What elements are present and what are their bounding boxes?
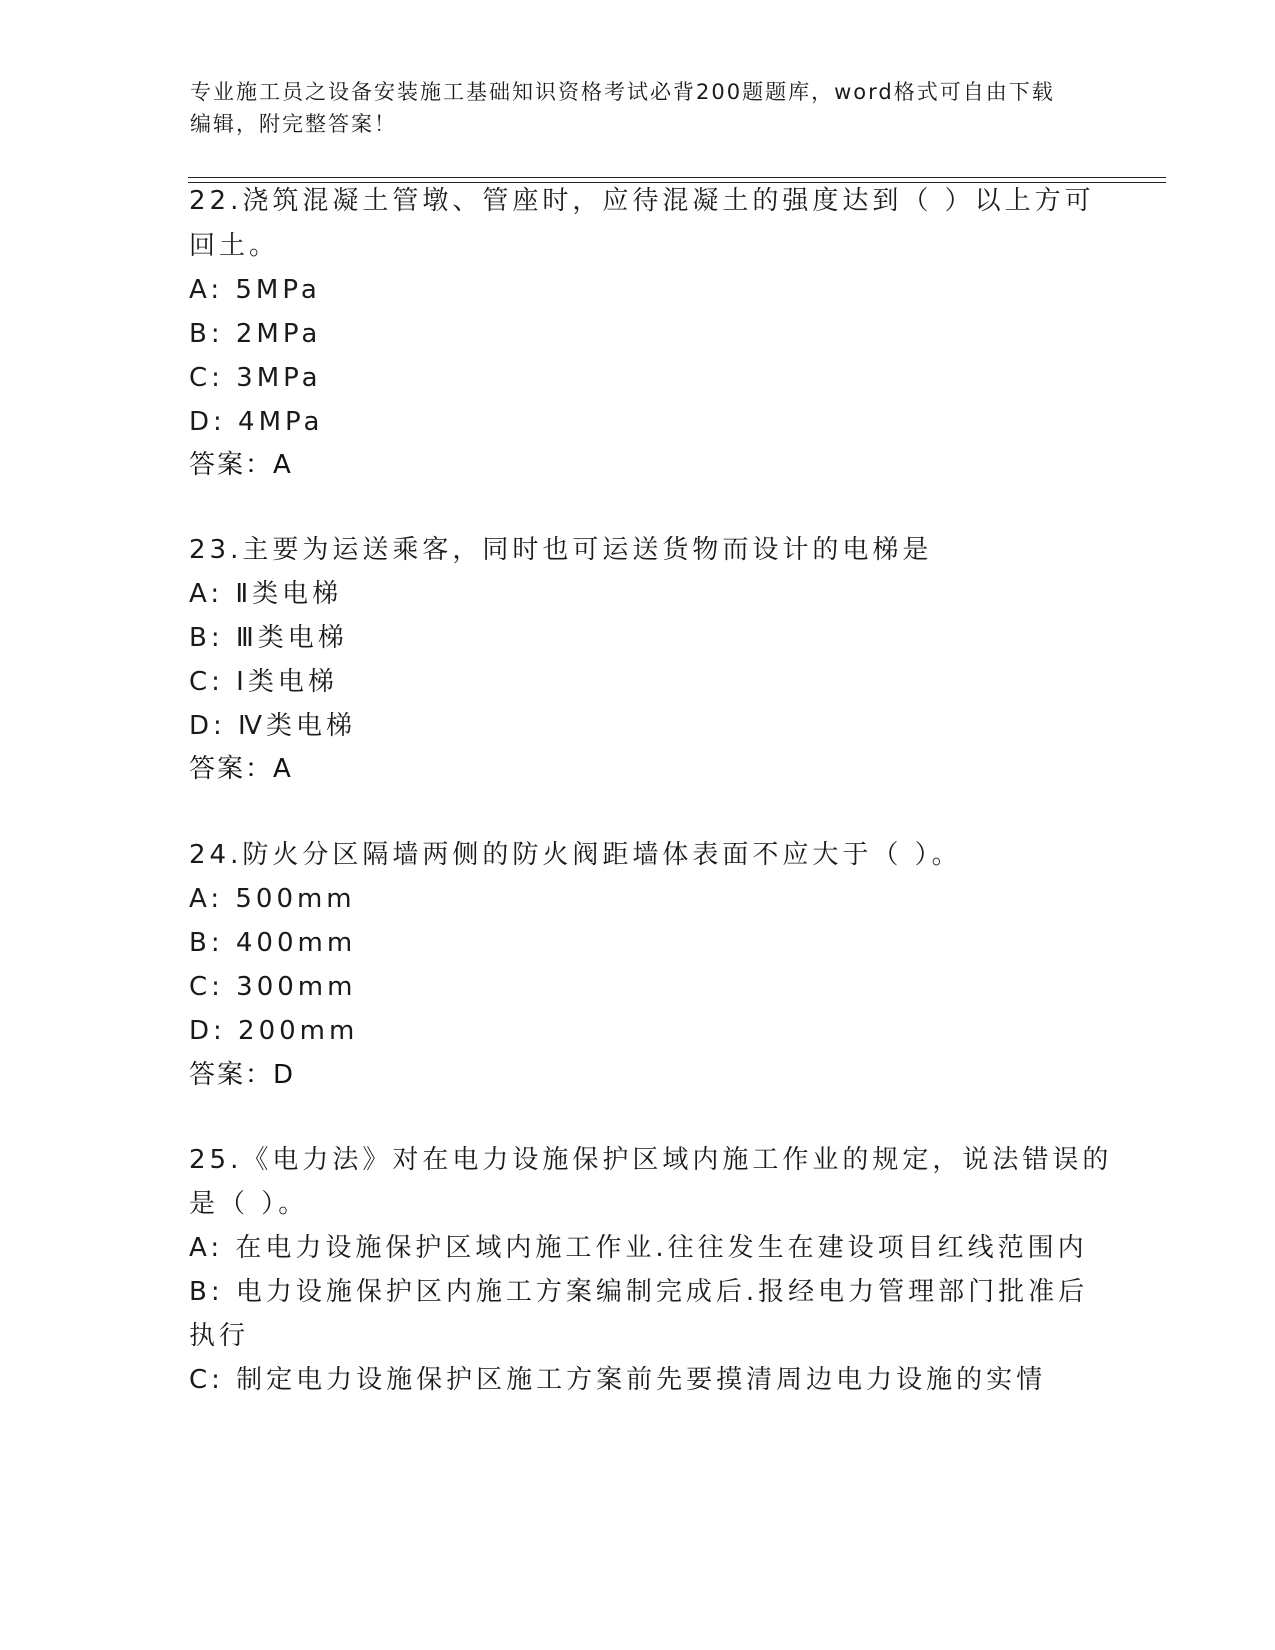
question-stem-continued: 是（ ）。 (189, 1189, 309, 1219)
answer-label: 答案：D (189, 1060, 296, 1090)
option-b-continued: 执行 (189, 1321, 250, 1351)
option-a: A: 在电力设施保护区域内施工作业.往往发生在建设项目红线范围内 (189, 1233, 1088, 1263)
option-a: A: 500mm (189, 884, 356, 914)
option-d: D: Ⅳ类电梯 (189, 711, 357, 741)
option-b: B: Ⅲ类电梯 (189, 623, 348, 653)
question-stem: 22.浇筑混凝土管墩、管座时，应待混凝土的强度达到（ ）以上方可 (189, 186, 1095, 216)
option-c: C: 制定电力设施保护区施工方案前先要摸清周边电力设施的实情 (189, 1365, 1047, 1395)
question-stem: 24.防火分区隔墙两侧的防火阀距墙体表面不应大于（ ）。 (189, 840, 962, 870)
question-stem: 25.《电力法》对在电力设施保护区域内施工作业的规定，说法错误的 (189, 1145, 1113, 1175)
option-b: B: 400mm (189, 928, 357, 958)
option-a: A: Ⅱ类电梯 (189, 579, 343, 609)
option-c: C: Ⅰ类电梯 (189, 667, 338, 697)
question-stem-continued: 回土。 (189, 231, 280, 261)
option-d: D: 4MPa (189, 407, 324, 437)
option-a: A: 5MPa (189, 275, 321, 305)
question-stem: 23.主要为运送乘客，同时也可运送货物而设计的电梯是 (189, 535, 933, 565)
answer-label: 答案：A (189, 450, 293, 480)
option-b: B: 电力设施保护区内施工方案编制完成后.报经电力管理部门批准后 (189, 1277, 1089, 1307)
option-b: B: 2MPa (189, 319, 322, 349)
option-c: C: 300mm (189, 972, 357, 1002)
option-c: C: 3MPa (189, 363, 322, 393)
answer-label: 答案：A (189, 754, 293, 784)
option-d: D: 200mm (189, 1016, 359, 1046)
header-divider-bottom (188, 182, 1166, 183)
header-divider-top (188, 177, 1166, 178)
document-header: 专业施工员之设备安装施工基础知识资格考试必背200题题库，word格式可自由下载编辑，附完整答案！ (190, 80, 1055, 136)
